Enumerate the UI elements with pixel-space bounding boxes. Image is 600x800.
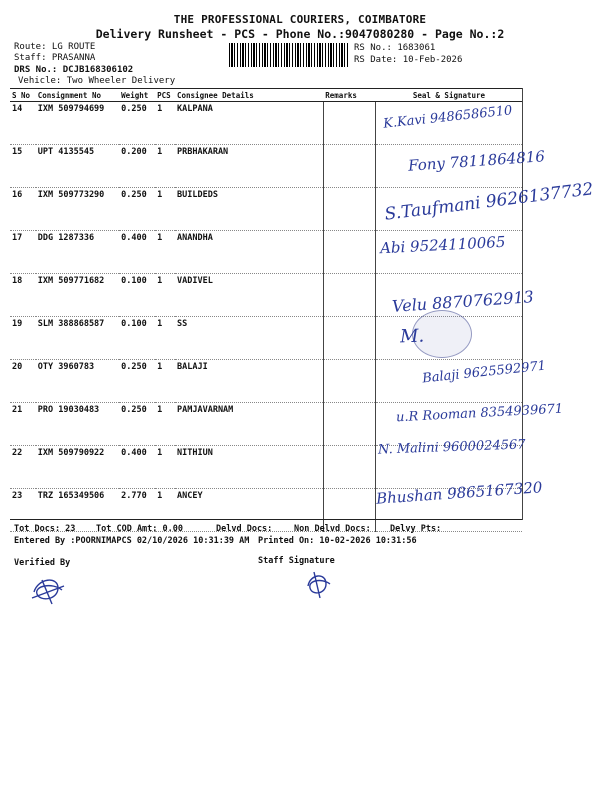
cell-consignment: UPT 4135545 xyxy=(36,145,119,188)
cell-sno: 20 xyxy=(10,360,36,403)
handwritten-signature: Bhushan 9865167320 xyxy=(375,478,543,508)
cell-sno: 14 xyxy=(10,102,36,145)
company-title: THE PROFESSIONAL COURIERS, COIMBATORE xyxy=(173,13,427,26)
handwritten-signature: Abi 9524110065 xyxy=(379,232,506,258)
cell-sno: 21 xyxy=(10,403,36,446)
cell-sno: 23 xyxy=(10,489,36,532)
cell-remarks xyxy=(323,317,376,360)
cell-consignee: KALPANA xyxy=(175,102,323,145)
cell-weight: 0.400 xyxy=(119,446,155,489)
cell-weight: 2.770 xyxy=(119,489,155,532)
handwritten-signature: Balaji 9625592971 xyxy=(421,358,547,387)
col-seal-signature: Seal & Signature xyxy=(376,89,522,102)
total-docs: Tot Docs: 23 xyxy=(14,524,76,534)
staff-signature-mark xyxy=(300,566,334,602)
staff-label: Staff: PRASANNA xyxy=(14,53,96,63)
cell-sno: 18 xyxy=(10,274,36,317)
cell-sno: 22 xyxy=(10,446,36,489)
cell-consignee: NITHIUN xyxy=(175,446,323,489)
cell-pcs: 1 xyxy=(155,145,175,188)
cell-weight: 0.400 xyxy=(119,231,155,274)
staff-signature-label: Staff Signature xyxy=(258,556,335,566)
cell-consignee: SS xyxy=(175,317,323,360)
handwritten-signature: u.R Rooman 8354939671 xyxy=(395,401,564,426)
cell-consignment: IXM 509771682 xyxy=(36,274,119,317)
vehicle-label: Vehicle: Two Wheeler Delivery xyxy=(18,76,176,86)
handwritten-signature: K.Kavi 9486586510 xyxy=(382,103,514,132)
cell-weight: 0.200 xyxy=(119,145,155,188)
cell-remarks xyxy=(323,403,376,446)
drs-number: DRS No.: DCJB168306102 xyxy=(14,65,134,75)
cell-weight: 0.250 xyxy=(119,403,155,446)
cell-consignee: PRBHAKARAN xyxy=(175,145,323,188)
cell-consignee: VADIVEL xyxy=(175,274,323,317)
printed-on: Printed On: 10-02-2026 10:31:56 xyxy=(258,536,417,546)
col-consignment: Consignment No xyxy=(36,89,119,102)
col-pcs: PCS xyxy=(155,89,175,102)
verified-by-signature-mark xyxy=(28,570,68,608)
cell-sno: 17 xyxy=(10,231,36,274)
col-weight: Weight xyxy=(119,89,155,102)
cell-consignee: ANCEY xyxy=(175,489,323,532)
cell-consignee: BUILDEDS xyxy=(175,188,323,231)
cell-remarks xyxy=(323,446,376,489)
col-remarks: Remarks xyxy=(323,89,376,102)
cell-weight: 0.250 xyxy=(119,102,155,145)
handwritten-signature: N. Malini 9600024567 xyxy=(377,437,526,458)
handwritten-signature: Velu 8870762913 xyxy=(391,287,535,316)
col-sno: S No xyxy=(10,89,36,102)
route-label: Route: LG ROUTE xyxy=(14,42,96,52)
cell-consignment: TRZ 165349506 xyxy=(36,489,119,532)
cell-remarks xyxy=(323,188,376,231)
delivery-points: Delvy Pts: xyxy=(390,524,442,534)
cell-remarks xyxy=(323,231,376,274)
barcode xyxy=(229,43,349,67)
cell-pcs: 1 xyxy=(155,360,175,403)
verified-by-label: Verified By xyxy=(14,558,71,568)
footer-divider xyxy=(10,519,522,520)
cell-sno: 19 xyxy=(10,317,36,360)
cell-remarks xyxy=(323,145,376,188)
cell-remarks xyxy=(323,102,376,145)
cell-pcs: 1 xyxy=(155,446,175,489)
cell-consignee: ANANDHA xyxy=(175,231,323,274)
cell-weight: 0.250 xyxy=(119,360,155,403)
handwritten-signature: S.Taufmani 9626137732 xyxy=(383,179,595,225)
cell-consignment: SLM 388868587 xyxy=(36,317,119,360)
cell-consignee: BALAJI xyxy=(175,360,323,403)
cell-weight: 0.100 xyxy=(119,317,155,360)
cell-pcs: 1 xyxy=(155,403,175,446)
cell-remarks xyxy=(323,360,376,403)
cell-sno: 16 xyxy=(10,188,36,231)
cell-weight: 0.250 xyxy=(119,188,155,231)
cell-pcs: 1 xyxy=(155,274,175,317)
cell-pcs: 1 xyxy=(155,231,175,274)
cell-pcs: 1 xyxy=(155,102,175,145)
runsheet-title: Delivery Runsheet - PCS - Phone No.:9047080280 - Page No.:2 xyxy=(95,27,505,41)
table-header xyxy=(10,89,522,102)
cell-consignment: IXM 509790922 xyxy=(36,446,119,489)
cell-pcs: 1 xyxy=(155,317,175,360)
col-consignee: Consignee Details xyxy=(175,89,323,102)
total-cod-amount: Tot COD Amt: 0.00 xyxy=(96,524,183,534)
cell-remarks xyxy=(323,274,376,317)
cell-consignment: OTY 3960783 xyxy=(36,360,119,403)
cell-consignment: DDG 1287336 xyxy=(36,231,119,274)
cell-consignment: IXM 509794699 xyxy=(36,102,119,145)
rs-date: RS Date: 10-Feb-2026 xyxy=(354,55,463,65)
cell-pcs: 1 xyxy=(155,489,175,532)
delivered-docs: Delvd Docs: xyxy=(216,524,273,534)
cell-consignee: PAMJAVARNAM xyxy=(175,403,323,446)
cell-pcs: 1 xyxy=(155,188,175,231)
cell-consignment: PRO 19030483 xyxy=(36,403,119,446)
non-delivered-docs: Non Delvd Docs: xyxy=(294,524,371,534)
cell-sno: 15 xyxy=(10,145,36,188)
rs-number: RS No.: 1683061 xyxy=(354,43,436,53)
entered-by: Entered By :POORNIMAPCS 02/10/2026 10:31:39 AM xyxy=(14,536,250,546)
handwritten-signature: Fony 7811864816 xyxy=(407,147,546,175)
handwritten-signature: M. xyxy=(399,325,425,348)
cell-weight: 0.100 xyxy=(119,274,155,317)
cell-consignment: IXM 509773290 xyxy=(36,188,119,231)
